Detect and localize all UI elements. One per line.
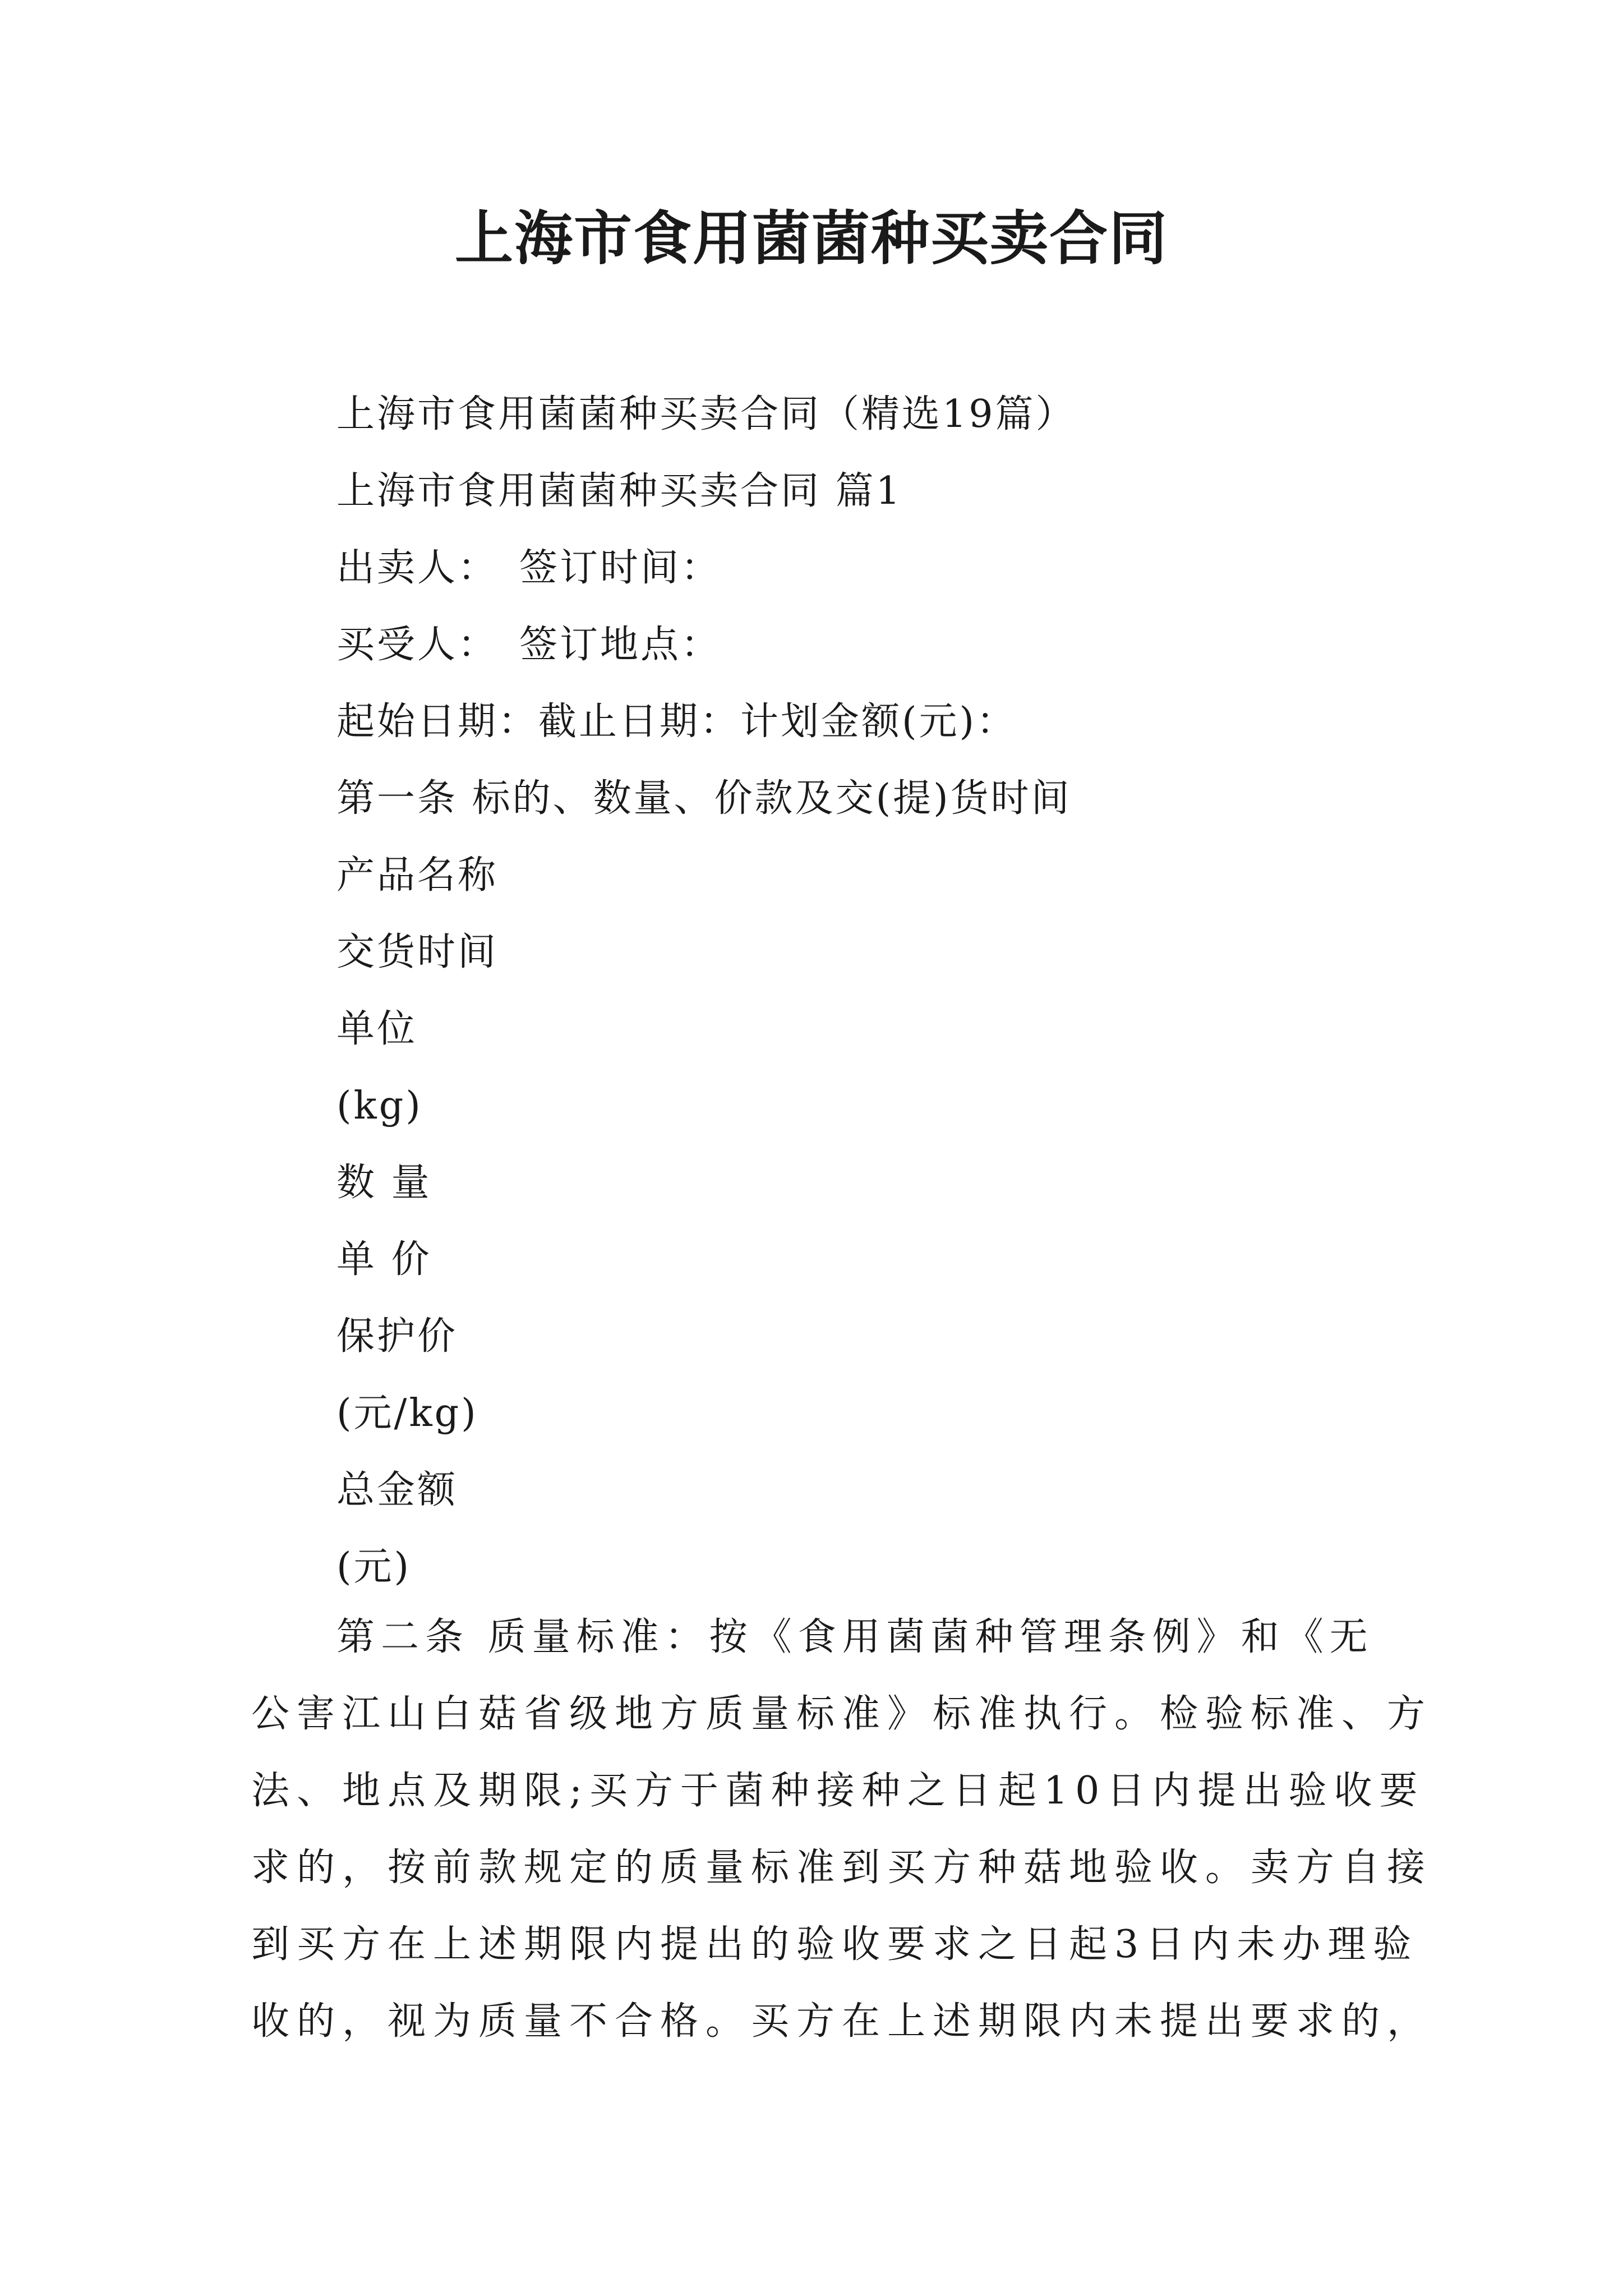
text-line: 出卖人： 签订时间：: [336, 546, 722, 590]
text-line: 总金额: [336, 1468, 458, 1512]
article-two-paragraph: [251, 1599, 1433, 2060]
document-title: 上海市食用菌菌种买卖合同: [454, 204, 1168, 273]
paragraph-line: 到买方在上述期限内提出的验收要求之日起3日内未办理验: [251, 1922, 1419, 1967]
paragraph-line: 法、地点及期限;买方于菌种接种之日起10日内提出验收要: [251, 1769, 1425, 1813]
contract-header-lines: [336, 376, 1458, 1605]
text-line: 产品名称: [336, 853, 499, 898]
text-line: 起始日期：截止日期：计划金额(元)：: [336, 700, 1017, 744]
text-line: 买受人： 签订地点：: [336, 623, 722, 667]
text-line: 单 价: [336, 1237, 432, 1282]
text-line: (kg): [336, 1084, 423, 1128]
text-line: 数 量: [336, 1161, 432, 1205]
text-line: 上海市食用菌菌种买卖合同（精选19篇）: [336, 392, 1076, 436]
paragraph-line: 第二条 质量标准：按《食用菌菌种管理条例》和《无: [336, 1615, 1374, 1659]
text-line: 保护价: [336, 1314, 458, 1359]
text-line: (元/kg): [336, 1391, 478, 1435]
paragraph-line: 求的，按前款规定的质量标准到买方种菇地验收。卖方自接: [251, 1846, 1433, 1890]
text-line: 第一条 标的、数量、价款及交(提)货时间: [336, 776, 1072, 821]
text-line: 交货时间: [336, 930, 499, 974]
text-line: 单位: [336, 1007, 418, 1051]
text-line: (元): [336, 1545, 412, 1589]
text-line: 上海市食用菌菌种买卖合同 篇1: [336, 469, 902, 513]
paragraph-line: 收的，视为质量不合格。买方在上述期限内未提出要求的，: [251, 1999, 1433, 2044]
paragraph-line: 公害江山白菇省级地方质量标准》标准执行。检验标准、方: [251, 1692, 1433, 1736]
